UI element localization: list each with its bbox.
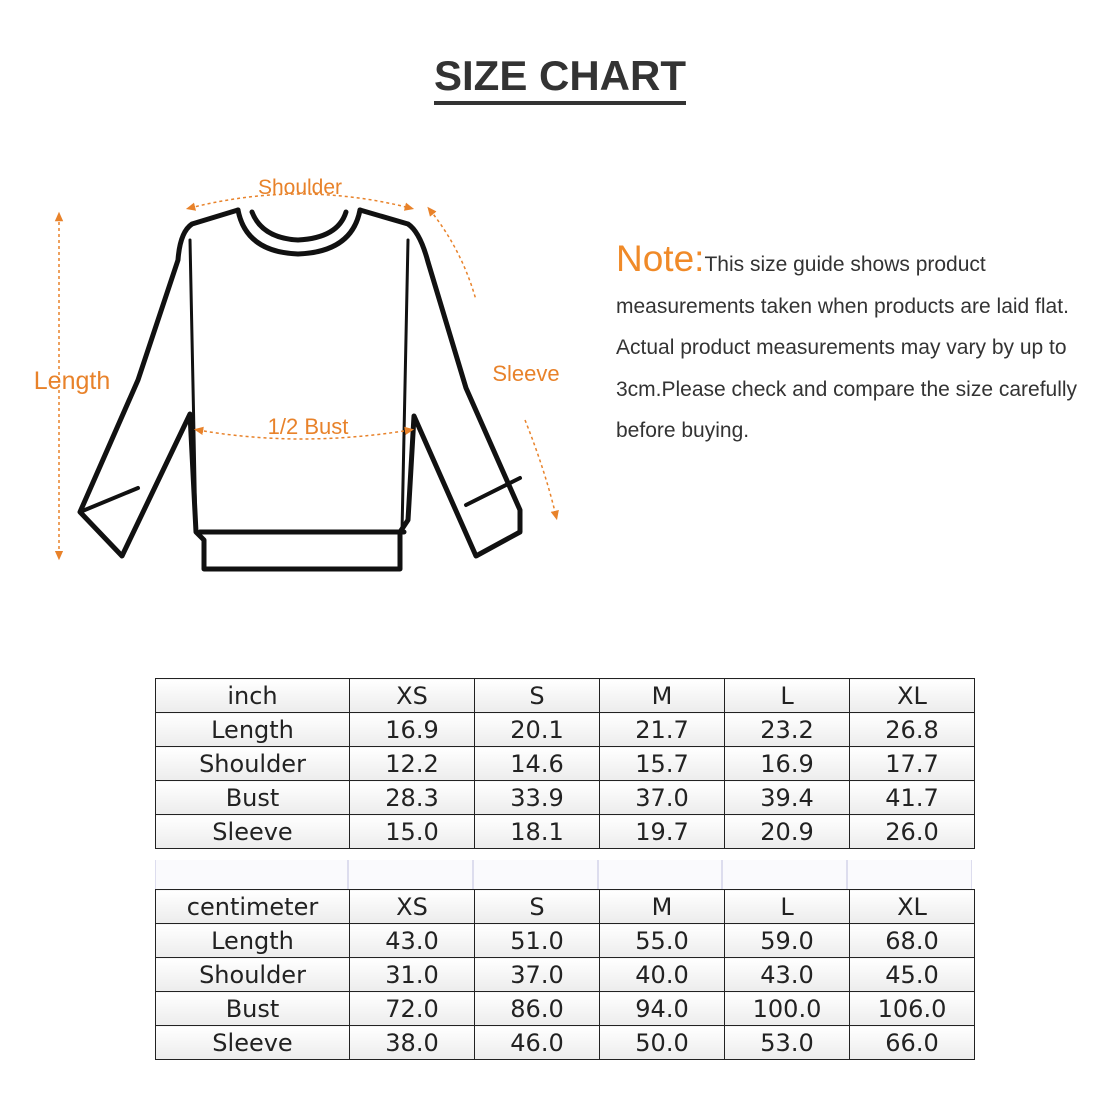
table-cell: 45.0 [850,958,975,992]
table-cell: 100.0 [725,992,850,1026]
table-row-label: Sleeve [156,1026,350,1060]
table-row-label: Length [156,713,350,747]
sweatshirt-outline [80,210,520,569]
table-cell: 33.9 [475,781,600,815]
table-cell: 94.0 [600,992,725,1026]
bust-label: 1/2 Bust [267,414,349,439]
table-row [156,781,975,815]
centimeter-size-table [155,889,975,1060]
sleeve-label: Sleeve [492,361,560,386]
table-header-cell: L [725,890,850,924]
table-cell: 26.8 [850,713,975,747]
table-row [156,992,975,1026]
table-header-row [156,679,975,713]
table-cell: 26.0 [850,815,975,849]
table-spacer-row [155,860,972,889]
table-cell: 51.0 [475,924,600,958]
table-cell: 68.0 [850,924,975,958]
table-header-cell: XS [350,679,475,713]
table-header-cell: M [600,679,725,713]
sleeve-dimension-line-lower [525,420,556,516]
table-cell: 31.0 [350,958,475,992]
table-row-label: Bust [156,781,350,815]
table-row [156,1026,975,1060]
table-cell: 43.0 [350,924,475,958]
table-cell: 86.0 [475,992,600,1026]
table-cell: 16.9 [350,713,475,747]
table-cell: 37.0 [600,781,725,815]
table-cell: 16.9 [725,747,850,781]
table-cell: 106.0 [850,992,975,1026]
table-header-cell: S [475,679,600,713]
table-header-cell: XS [350,890,475,924]
table-header-row [156,890,975,924]
table-cell: 18.1 [475,815,600,849]
table-row-label: Shoulder [156,747,350,781]
table-cell: 37.0 [475,958,600,992]
inch-size-table [155,678,975,849]
table-cell: 40.0 [600,958,725,992]
table-cell: 50.0 [600,1026,725,1060]
table-cell: 20.9 [725,815,850,849]
table-cell: 55.0 [600,924,725,958]
table-header-cell: centimeter [156,890,350,924]
table-cell: 46.0 [475,1026,600,1060]
table-row-label: Bust [156,992,350,1026]
table-row [156,958,975,992]
sweatshirt-diagram [0,150,600,590]
table-cell: 23.2 [725,713,850,747]
shoulder-label: Shoulder [257,176,343,199]
length-label: Length [33,367,111,395]
table-cell: 17.7 [850,747,975,781]
table-cell: 66.0 [850,1026,975,1060]
table-row-label: Sleeve [156,815,350,849]
table-row-label: Shoulder [156,958,350,992]
table-row-label: Length [156,924,350,958]
table-cell: 28.3 [350,781,475,815]
table-header-cell: L [725,679,850,713]
table-header-cell: inch [156,679,350,713]
table-cell: 39.4 [725,781,850,815]
table-row [156,747,975,781]
table-header-cell: XL [850,890,975,924]
table-cell: 21.7 [600,713,725,747]
table-cell: 43.0 [725,958,850,992]
table-row [156,924,975,958]
note-label: Note: [616,238,705,279]
table-cell: 15.7 [600,747,725,781]
table-cell: 38.0 [350,1026,475,1060]
table-cell: 41.7 [850,781,975,815]
note-text: This size guide shows product measurements taken when products are laid flat. Actual product measurements may vary by up to 3cm.Please check and compare the size carefully before buying. [616,253,1078,442]
table-cell: 12.2 [350,747,475,781]
table-header-cell: S [475,890,600,924]
table-cell: 15.0 [350,815,475,849]
table-row [156,713,975,747]
table-cell: 19.7 [600,815,725,849]
table-cell: 53.0 [725,1026,850,1060]
page-title: SIZE CHART [0,52,1120,100]
table-header-cell: M [600,890,725,924]
table-row [156,815,975,849]
table-header-cell: XL [850,679,975,713]
table-cell: 72.0 [350,992,475,1026]
table-cell: 59.0 [725,924,850,958]
note-paragraph [616,238,1086,452]
table-cell: 20.1 [475,713,600,747]
table-cell: 14.6 [475,747,600,781]
